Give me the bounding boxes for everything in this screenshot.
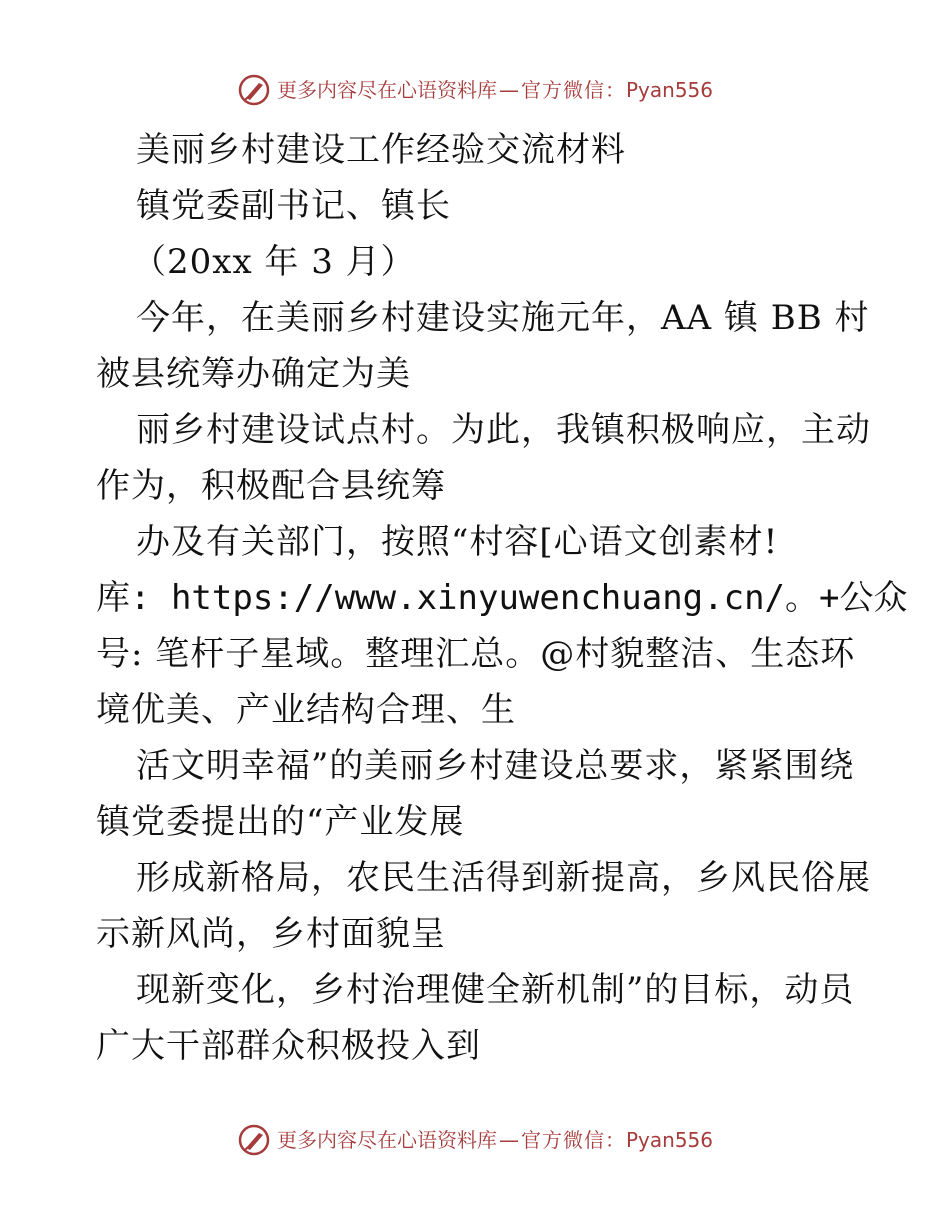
header-wechat-label: 官方微信：	[520, 78, 626, 102]
paragraph-line: 活文明幸福”的美丽乡村建设总要求，紧紧围绕	[136, 746, 855, 786]
header-banner	[0, 70, 950, 110]
footer-site-text: 更多内容尽在心语资料库	[276, 1128, 497, 1152]
footer-banner-text	[277, 1126, 713, 1154]
paragraph-line: 号: 笔杆子星域。整理汇总。@村貌整洁、生态环	[96, 634, 856, 674]
header-separator: —	[498, 78, 519, 102]
paragraph-line: 形成新格局，农民生活得到新提高，乡风民俗展	[136, 858, 871, 898]
document-title: 美丽乡村建设工作经验交流材料	[136, 130, 626, 170]
header-banner-text	[277, 76, 713, 104]
paragraph-line: 镇党委提出的“产业发展	[96, 802, 465, 842]
paragraph-line: 丽乡村建设试点村。为此，我镇积极响应，主动	[136, 410, 871, 450]
paragraph-line: 办及有关部门，按照“村容[心语文创素材!	[136, 522, 779, 562]
quill-pen-logo-icon	[237, 73, 271, 107]
document-body	[96, 122, 908, 1074]
paragraph-line: 现新变化，乡村治理健全新机制”的目标，动员	[136, 970, 855, 1010]
paragraph-line: 库: https://www.xinyuwenchuang.cn/。+公众	[96, 578, 908, 618]
paragraph-line: 境优美、产业结构合理、生	[96, 690, 516, 730]
document-date: （20xx 年 3 月）	[132, 242, 416, 282]
paragraph-line: 被县统筹办确定为美	[96, 354, 411, 394]
paragraph-line: 今年，在美丽乡村建设实施元年，AA 镇 BB 村	[136, 298, 870, 338]
footer-wechat-id: Pyan556	[625, 1128, 713, 1152]
header-wechat-id: Pyan556	[625, 78, 713, 102]
footer-separator: —	[498, 1128, 519, 1152]
paragraph-line: 示新风尚，乡村面貌呈	[96, 914, 446, 954]
header-site-text: 更多内容尽在心语资料库	[276, 78, 497, 102]
document-author: 镇党委副书记、镇长	[136, 186, 451, 226]
quill-pen-logo-icon	[237, 1123, 271, 1157]
footer-banner	[0, 1120, 950, 1160]
footer-wechat-label: 官方微信：	[520, 1128, 626, 1152]
paragraph-line: 广大干部群众积极投入到	[96, 1026, 481, 1066]
paragraph-line: 作为，积极配合县统筹	[96, 466, 446, 506]
